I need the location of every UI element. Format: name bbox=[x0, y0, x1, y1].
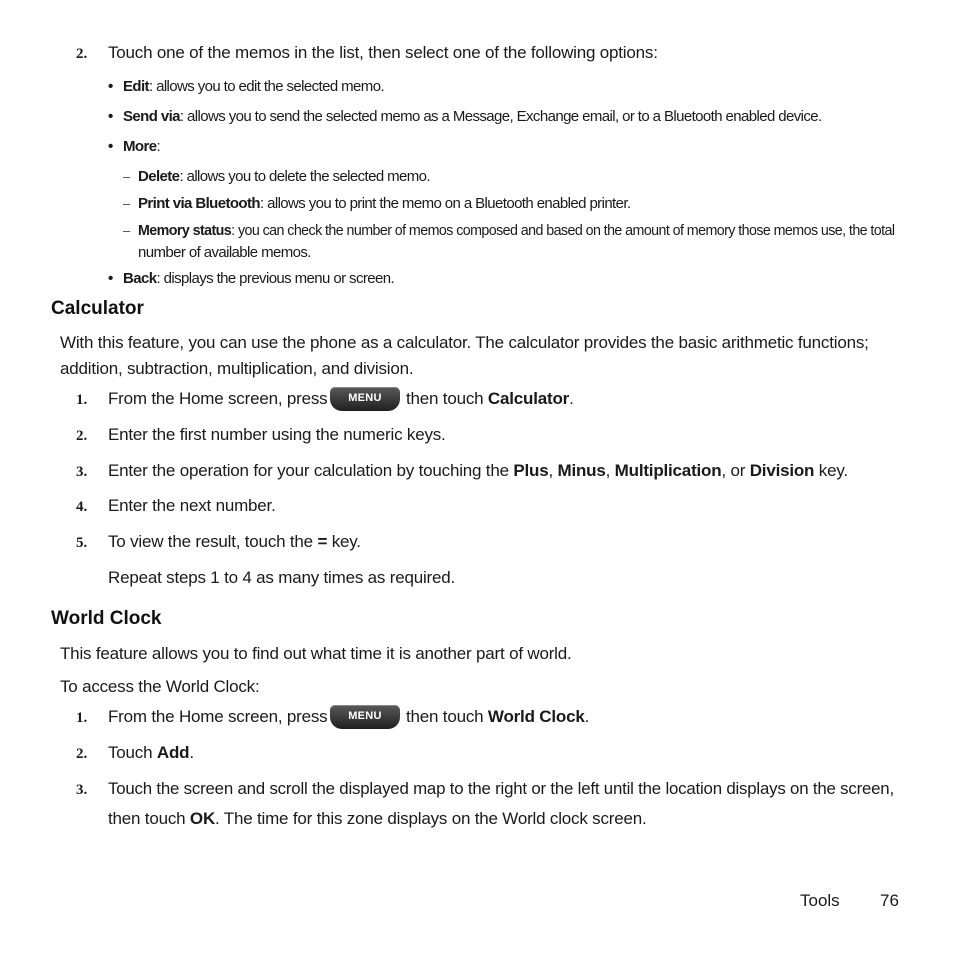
option-more: More: bbox=[123, 138, 161, 155]
bullet: • bbox=[108, 270, 114, 287]
calculator-intro-cont: addition, subtraction, multiplication, and division. bbox=[60, 359, 414, 378]
more-item-memory-status: Memory status: you can check the number of memos composed and based on the amount of memory those memos use, the total bbox=[138, 222, 895, 239]
step-number: 1. bbox=[76, 710, 88, 726]
step-number: 2. bbox=[76, 46, 88, 62]
section-heading-world-clock: World Clock bbox=[51, 608, 162, 629]
calc-step-2: Enter the first number using the numeric keys. bbox=[108, 425, 446, 444]
menu-key-icon: MENU bbox=[330, 705, 400, 729]
option-edit: Edit: allows you to edit the selected memo. bbox=[123, 78, 385, 95]
wc-step-1-post: then touch World Clock. bbox=[406, 707, 590, 726]
option-send-via: Send via: allows you to send the selected memo as a Message, Exchange email, or to a Bluetooth enabled device. bbox=[123, 108, 822, 125]
section-heading-calculator: Calculator bbox=[51, 298, 144, 319]
more-item-print: Print via Bluetooth: allows you to print the memo on a Bluetooth enabled printer. bbox=[138, 195, 631, 212]
step-number: 4. bbox=[76, 499, 88, 515]
calc-step-1-pre: From the Home screen, press bbox=[108, 389, 328, 408]
bullet: • bbox=[108, 138, 114, 155]
wc-step-3-cont: then touch OK. The time for this zone displays on the World clock screen. bbox=[108, 809, 647, 828]
calc-step-1-post: then touch Calculator. bbox=[406, 389, 574, 408]
more-item-memory-status-cont: number of available memos. bbox=[138, 244, 311, 261]
wc-step-2: Touch Add. bbox=[108, 743, 194, 762]
calc-repeat-note: Repeat steps 1 to 4 as many times as required. bbox=[108, 568, 456, 587]
step-number: 2. bbox=[76, 428, 88, 444]
wc-step-1-pre: From the Home screen, press bbox=[108, 707, 328, 726]
calc-step-3: Enter the operation for your calculation by touching the Plus, Minus, Multiplication, or Division key. bbox=[108, 461, 848, 480]
menu-key-icon: MENU bbox=[330, 387, 400, 411]
calculator-intro: With this feature, you can use the phone as a calculator. The calculator provides the basic arithmetic functions; bbox=[60, 333, 869, 352]
world-clock-intro: This feature allows you to find out what time it is another part of world. bbox=[60, 644, 572, 663]
dash: – bbox=[123, 223, 131, 238]
dash: – bbox=[123, 169, 131, 184]
footer-section: Tools bbox=[800, 891, 840, 910]
step-number: 3. bbox=[76, 782, 88, 798]
more-item-delete: Delete: allows you to delete the selected memo. bbox=[138, 168, 430, 185]
page-number: 76 bbox=[880, 891, 899, 910]
dash: – bbox=[123, 196, 131, 211]
bullet: • bbox=[108, 78, 114, 95]
step-number: 1. bbox=[76, 392, 88, 408]
step-number: 2. bbox=[76, 746, 88, 762]
bullet: • bbox=[108, 108, 114, 125]
world-clock-access: To access the World Clock: bbox=[60, 677, 260, 696]
option-back: Back: displays the previous menu or screen. bbox=[123, 270, 395, 287]
calc-step-4: Enter the next number. bbox=[108, 496, 276, 515]
calc-step-5: To view the result, touch the = key. bbox=[108, 532, 361, 551]
step-number: 3. bbox=[76, 464, 88, 480]
step-number: 5. bbox=[76, 535, 88, 551]
step-text: Touch one of the memos in the list, then select one of the following options: bbox=[108, 43, 658, 62]
wc-step-3: Touch the screen and scroll the displayed map to the right or the left until the location displays on the screen, bbox=[108, 779, 894, 798]
